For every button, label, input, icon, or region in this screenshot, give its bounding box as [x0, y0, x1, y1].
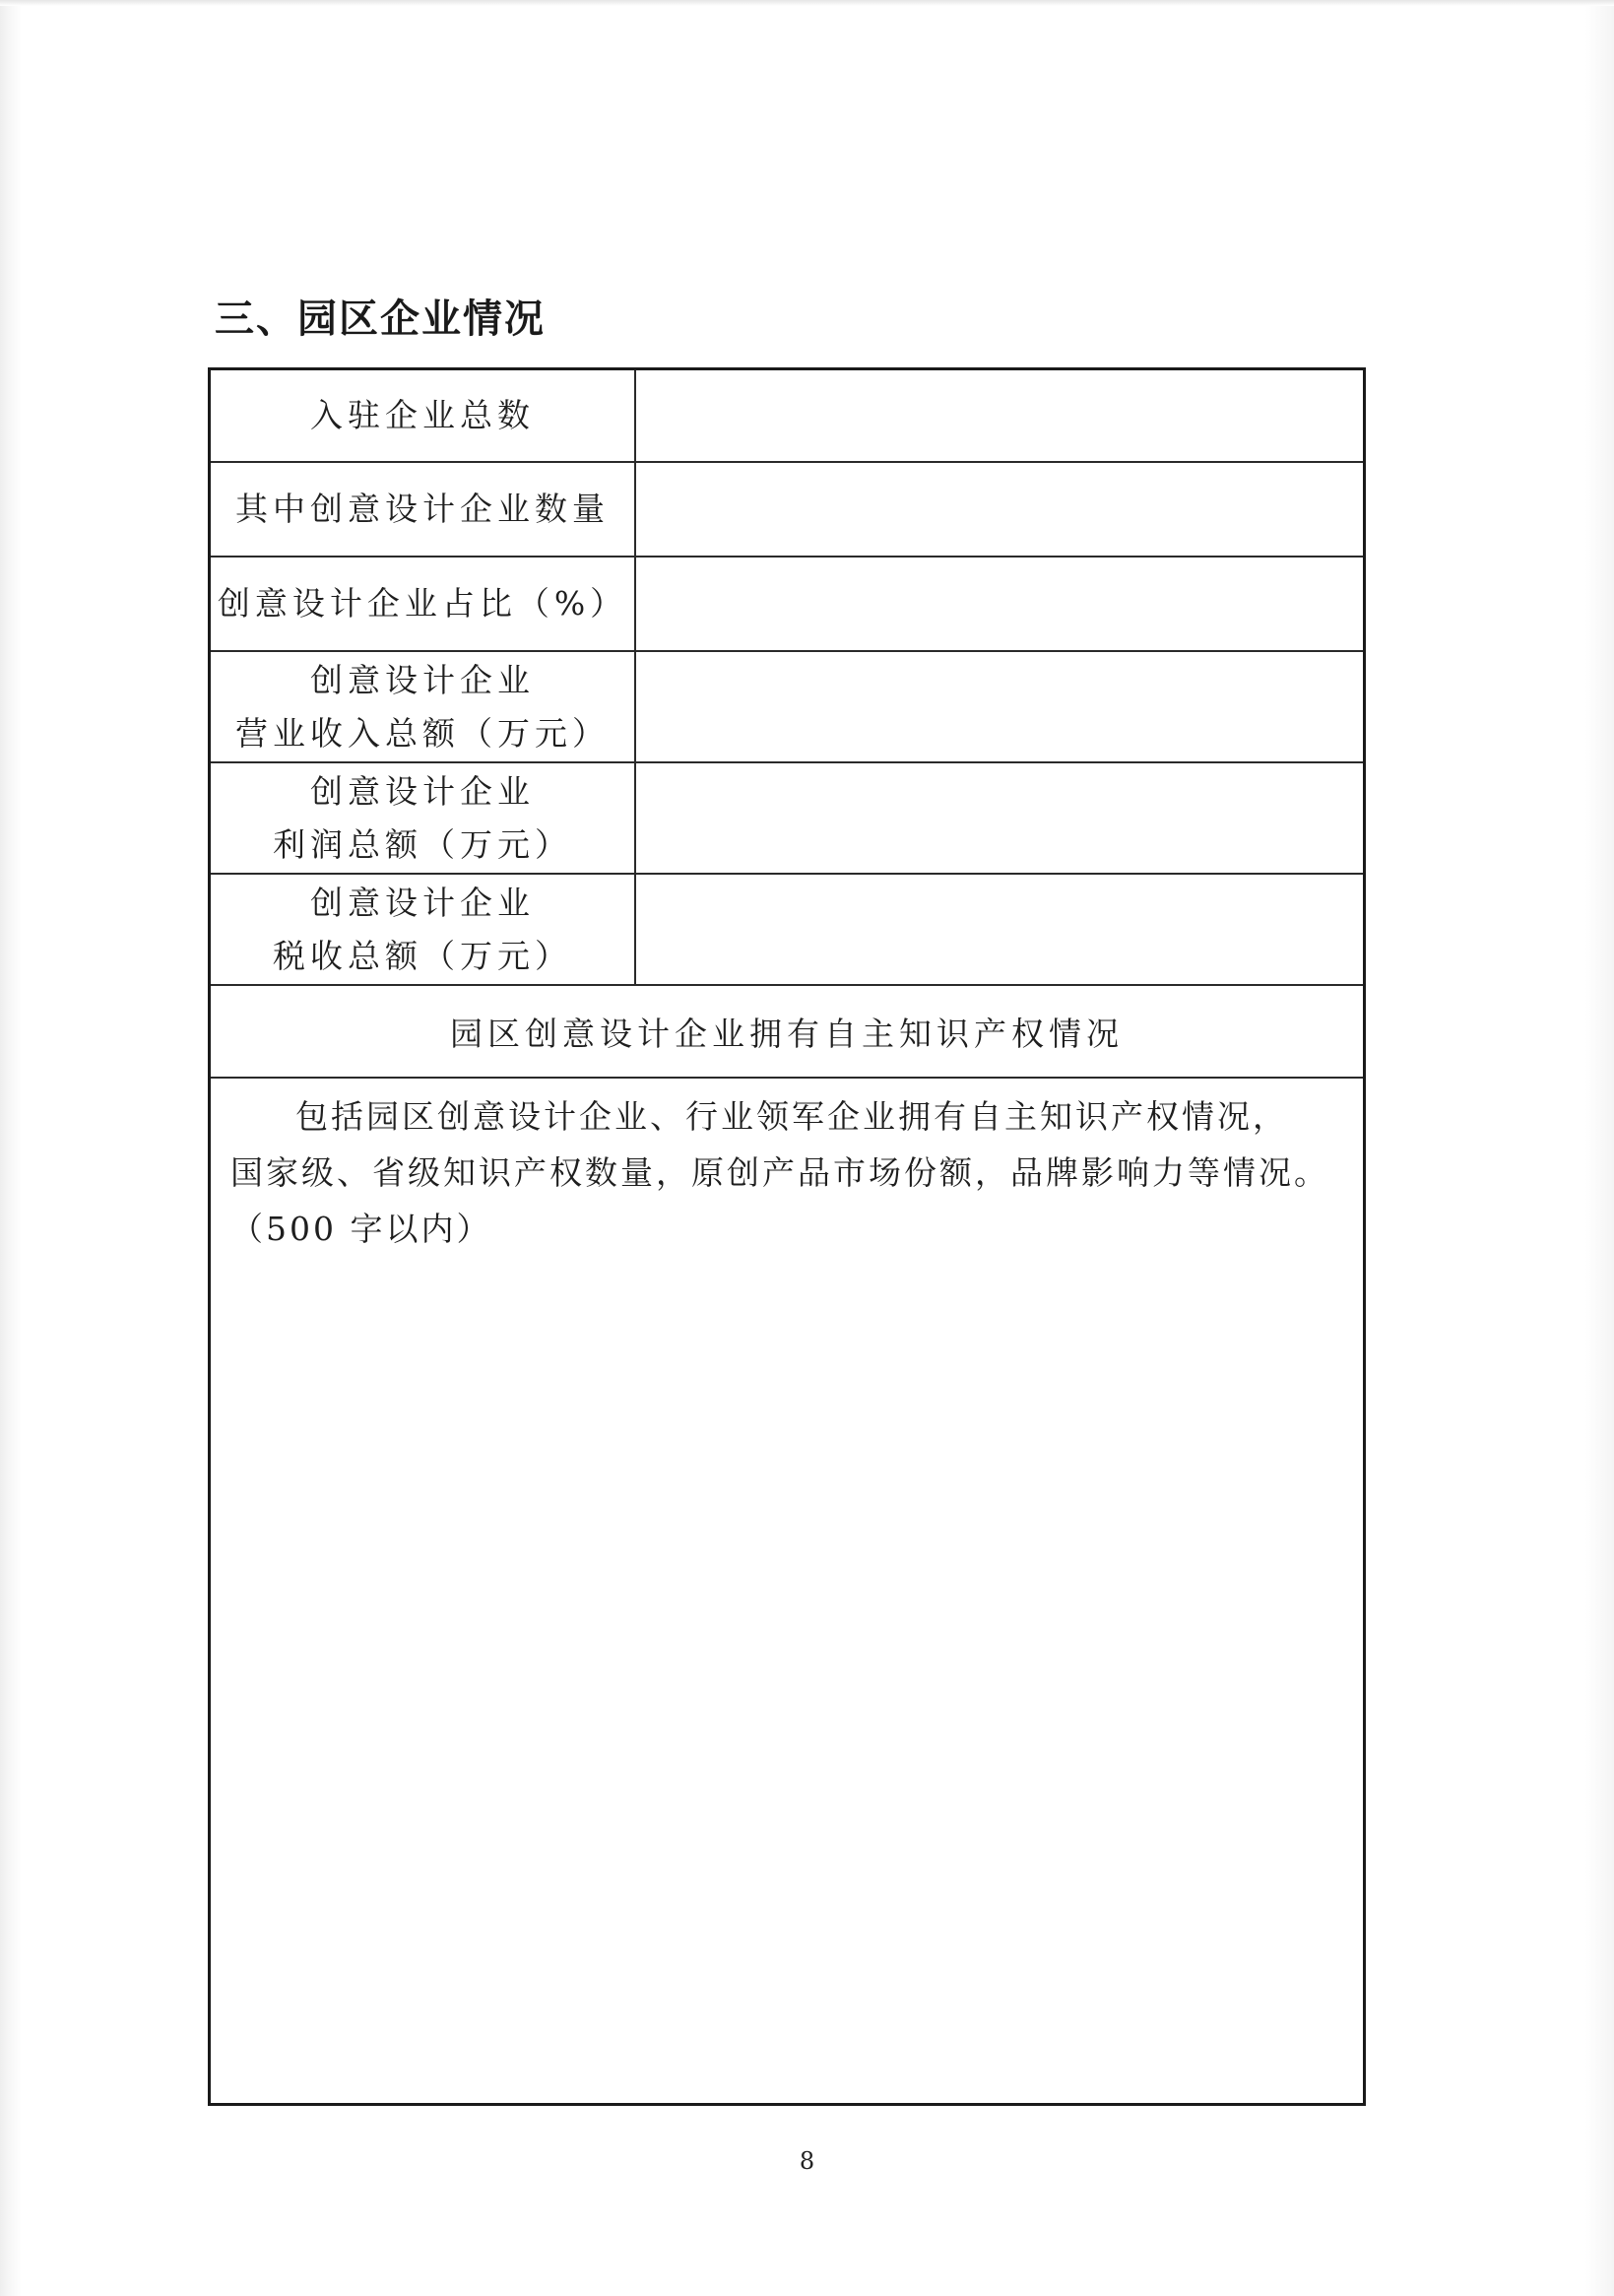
table-row-design-enterprise-ratio — [211, 558, 1363, 652]
ip-description-line-1: 包括园区创意设计企业、行业领军企业拥有自主知识产权情况， — [295, 1097, 1288, 1136]
value-cell-total-enterprises[interactable] — [636, 370, 1363, 461]
label-text-line-1: 创意设计企业 — [310, 660, 535, 699]
value-cell-profit[interactable] — [636, 763, 1363, 873]
label-cell — [211, 763, 636, 873]
label-text-line-2: 利润总额（万元） — [273, 824, 572, 864]
label-cell — [211, 875, 636, 984]
label-text-line-2: 营业收入总额（万元） — [235, 713, 610, 753]
label-text: 入驻企业总数 — [310, 396, 535, 434]
label-text-line-1: 创意设计企业 — [310, 771, 535, 811]
label-text: 其中创意设计企业数量 — [235, 490, 610, 528]
ip-section-header — [211, 986, 1363, 1079]
table-row-profit — [211, 763, 1363, 875]
value-cell-design-enterprise-ratio[interactable] — [636, 558, 1363, 650]
label-cell — [211, 558, 636, 650]
label-cell — [211, 652, 636, 761]
value-cell-tax[interactable] — [636, 875, 1363, 984]
ip-description-area[interactable] — [211, 1079, 1363, 2103]
ip-header-text: 园区创意设计企业拥有自主知识产权情况 — [450, 1014, 1124, 1053]
table-row-tax — [211, 875, 1363, 986]
table-row-revenue — [211, 652, 1363, 763]
enterprise-info-table — [208, 367, 1366, 2106]
value-cell-revenue[interactable] — [636, 652, 1363, 761]
label-text-line-2: 税收总额（万元） — [273, 936, 572, 975]
ip-description-line-2: 国家级、省级知识产权数量，原创产品市场份额，品牌影响力等情况。 — [230, 1153, 1329, 1192]
ip-description-line-3: （500 字以内） — [230, 1210, 492, 1248]
table-row-total-enterprises — [211, 370, 1363, 463]
section-title: 三、园区企业情况 — [215, 296, 546, 342]
page-number: 8 — [799, 2147, 815, 2175]
label-text: 创意设计企业占比（%） — [217, 584, 628, 623]
label-cell — [211, 463, 636, 556]
scan-edge — [0, 0, 1614, 6]
label-cell — [211, 370, 636, 461]
value-cell-design-enterprise-count[interactable] — [636, 463, 1363, 556]
table-row-design-enterprise-count — [211, 463, 1363, 558]
label-text-line-1: 创意设计企业 — [310, 883, 535, 922]
